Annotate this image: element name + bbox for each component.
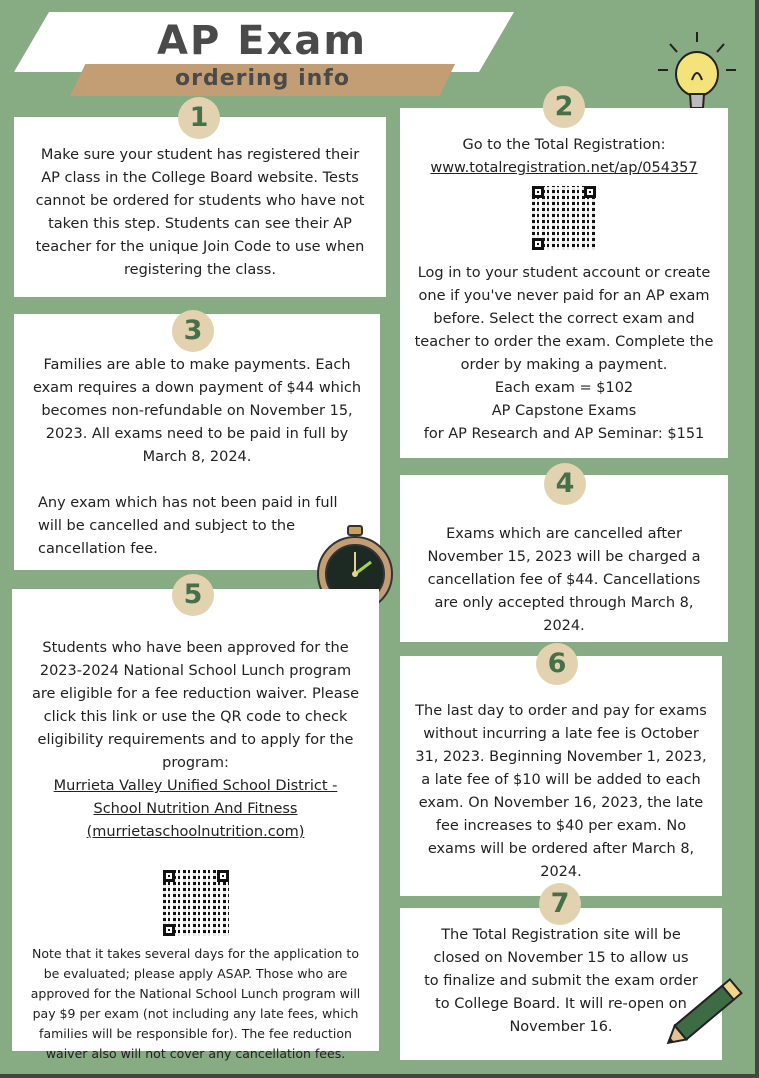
step-3-text-2: Any exam which has not been paid in full will be cancelled and subject to the cancellation fee. xyxy=(38,495,338,557)
page-subtitle: ordering info xyxy=(175,66,350,91)
step-3-badge: 3 xyxy=(172,310,214,352)
step-2-capstone-label: AP Capstone Exams xyxy=(491,403,637,419)
step-1-badge: 1 xyxy=(178,97,220,139)
pencil-icon xyxy=(655,965,755,1060)
school-nutrition-link-3[interactable]: (murrietaschoolnutrition.com) xyxy=(86,824,305,840)
step-2-intro: Go to the Total Registration: xyxy=(462,137,666,153)
step-2-body: Log in to your student account or create one if you've never paid for an AP exam before. Select the correct exam and teacher to order the exam. Complete the order by making a payment. xyxy=(414,265,714,373)
step-2-capstone-price: for AP Research and AP Seminar: $151 xyxy=(423,426,705,442)
school-nutrition-link-1[interactable]: Murrieta Valley Unified School District - xyxy=(53,778,338,794)
step-2-badge: 2 xyxy=(543,86,585,128)
step-2-price: Each exam = $102 xyxy=(494,380,634,396)
step-5-text: Students who have been approved for the 2023-2024 National School Lunch program are eligible for a fee reduction waiver. Please click this link or use the QR code to check eligibility requirements and to apply for the program: xyxy=(31,640,360,771)
step-3-text: Families are able to make payments. Each exam requires a down payment of $44 which becomes non-refundable on November 15, 2023. All exams need to be paid in full by March 8, 2024. xyxy=(32,357,362,465)
step-1-card xyxy=(14,117,386,297)
step-6-text: The last day to order and pay for exams without incurring a late fee is October 31, 2023. Beginning November 1, 2023, a late fee of $10 will be added to each exam. On November 16, 2023, the late fee increases to $40 per exam. No exams will be ordered after March 8, 2024. xyxy=(415,703,707,880)
step-1-text: Make sure your student has registered their AP class in the College Board website. Tests cannot be ordered for students who have not taken this step. Students can see their AP teacher for the unique Join Code to use when registering the class. xyxy=(35,147,365,278)
school-nutrition-link-2[interactable]: School Nutrition And Fitness xyxy=(93,801,298,817)
total-registration-link[interactable]: www.totalregistration.net/ap/054357 xyxy=(430,160,698,176)
step-4-badge: 4 xyxy=(544,463,586,505)
step-2-card xyxy=(400,108,728,458)
step-6-badge: 6 xyxy=(536,643,578,685)
step-4-text: Exams which are cancelled after November 15, 2023 will be charged a cancellation fee of $44. Cancellations are only accepted through March 8, 2024. xyxy=(427,526,701,634)
registration-qr-code xyxy=(532,186,596,250)
step-5-note: Note that it takes several days for the application to be evaluated; please apply ASAP. Those who are approved for the National School Lunch program will pay $9 per exam (not including any late fees, which families will be responsible for). The fee reduction waiver also will not cover any cancellation fees. xyxy=(30,946,361,1061)
lunch-program-qr-code xyxy=(163,870,229,936)
step-6-card xyxy=(400,656,722,896)
step-5-badge: 5 xyxy=(172,574,214,616)
step-7-text: The Total Registration site will be closed on November 15 to allow us to finalize and submit the exam order to College Board. It will re-open on November 16. xyxy=(424,927,698,1035)
page-title: AP Exam xyxy=(157,18,367,64)
step-5-card xyxy=(12,589,379,1061)
step-7-badge: 7 xyxy=(539,883,581,925)
